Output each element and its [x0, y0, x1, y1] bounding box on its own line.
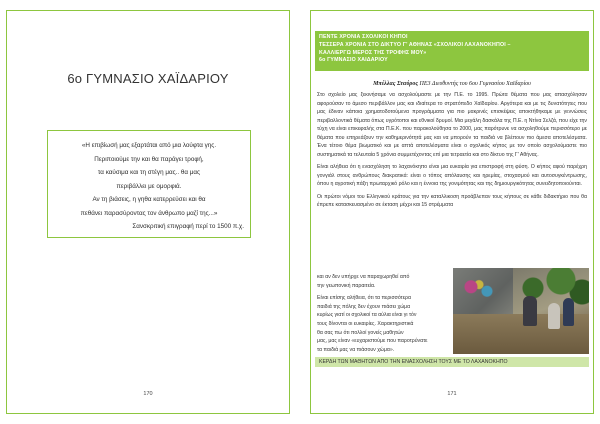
- section-header: [315, 31, 589, 71]
- page-number: 171: [447, 391, 457, 397]
- narrow-line: τους δίνονται οι ευκαιρίες. Χαρακτηριστικά: [317, 320, 414, 327]
- photo-student: [523, 296, 537, 326]
- narrow-line: Είναι επίσης αλήθεια, ότι τα περισσότερα: [317, 295, 411, 302]
- page-number: 170: [143, 391, 153, 397]
- paragraph: Είναι αλήθεια ότι η ενασχόληση το λαχανόκηπο είναι μια ευκαιρία για επιστροφή στη φύση. Ο κήπος αφού παρέχρη γονγιάλ στους ανθρώπους διακρατικά: είναι ο τόπος απόλαυσης και ηρεμίας, στοχασμού και αυτοσυγκέντρωσης, όπου η αγροτική πάξη πρωταρχικό ρόλο και η έννοια της γονιμότητας και της δημιουργικότητας συνειδητοποιούνται.: [317, 164, 587, 187]
- header-line: ΚΑΛΛΙΕΡΓΩ ΜΕΡΟΣ ΤΗΣ ΤΡΟΦΗΣ ΜΟΥ»: [319, 49, 427, 56]
- author-name: Μπέλλας Σταύρος: [373, 81, 419, 87]
- narrow-line: θα σας πω ότι πολλοί γονείς μαθητών: [317, 329, 404, 336]
- photo-student: [548, 303, 560, 329]
- quote-line: περιβάλλει με ομορφιά.: [116, 182, 182, 190]
- author-role: ΠΕ3 Διευθυντής του 6ου Γυμνασίου Χαϊδαρίου: [418, 81, 531, 87]
- quote-source: Σανσκριτική επιγραφή περί το 1500 π.χ.: [132, 223, 244, 230]
- narrow-line: κυρίως γιατί οι σχολικοί τα αύλια είναι γι τόν: [317, 312, 417, 319]
- header-line: 6ο ΓΥΜΝΑΣΙΟ ΧΑΪΔΑΡΙΟΥ: [319, 57, 388, 64]
- narrow-line: την γεωπονική παραιτεία.: [317, 282, 376, 289]
- photo-student: [563, 298, 574, 326]
- author-line: [311, 81, 593, 87]
- quote-line: Περιποιούμε την και θα παράγει τροφή,: [94, 155, 204, 163]
- quote-line: «Η επιβίωσή μας εξαρτάται από μια λούφτα γης.: [81, 142, 217, 149]
- header-line: ΤΕΣΣΕΡΑ ΧΡΟΝΙΑ ΣΤΟ ΔΙΚΤΥΟ Γ' ΑΘΗΝΑΣ «ΣΧΟΛΙΚΟΙ ΛΑΧΑΝΟΚΗΠΟΙ –: [319, 41, 511, 48]
- photo-graffiti: [459, 278, 499, 300]
- garden-photo: [453, 268, 589, 354]
- photo-caption: ΚΕΡΔΗ ΤΩΝ ΜΑΘΗΤΩΝ ΑΠΟ ΤΗΝ ΕΝΑΣΧΟΛΗΣΗ ΤΟΥΣ ΜΕ ΤΟ ΛΑΧΑΝΟΚΗΠΟ: [315, 357, 589, 367]
- quote-line: πεθάνει παρασύροντας τον άνθρωπο μαζί της...»: [80, 209, 218, 217]
- quote-box: [47, 130, 251, 238]
- paragraph: Στο σχολείο μας ξεκινήσαμε να ασχολούμαστε με την Π.Ε. το 1995. Πρώτα θέματα που μας απασχόλησαν αφορούσαν το άμεσο περιβάλλον μας και ιδιαίτερα το στρατόπεδο Χαϊδαρίου. Αργότερα και με τις δυνατότητες που μας έδιναν κάποια χρηματοδοτούμενα προγράμματα για πιο μακρινές επισκέψεις αποκτήθηκαμε με γεννώσεις περιβαλλοντικά θέματα όπως υγρότοποι και εθνικοί δρυμοί. Μια μεγάλη δασκάλα της Π.Ε. η Ντίνα Σελζά, που είχε την τύχη να είναι επικεφαλής στα Π.Ε.Κ. που παρακολούθησα το 2000, μας παρότρυνε να ασχοληθούμε περισσότερο με θέματα που επηρεάζουν την καθημερινότητά μας και να μπορούν τα παιδιά να βλέπουν πιο άμεσα αποτελέσματα. Ένα τέτοιο θέμα βιωματικό και με απτά αποτελέσματα είναι ο σχολικός κήπος με τον οποίο ασχολούμαστε πιο συστηματικά τα τελευταία 5 χρόνια συμμετέχοντας επί μια τετραετία και στο δίκτυο της Γ' Αθήνας.: [317, 92, 587, 158]
- narrow-text-column: [317, 273, 449, 354]
- right-page: [310, 10, 594, 414]
- narrow-line: παιδιά της πόλης δεν έχουν πιάσει χώμα: [317, 303, 411, 310]
- narrow-line: μας, μας είναν «ευχαριστούμε που παροτρύνατε: [317, 338, 428, 345]
- quote-line: Αν τη βιάσεις, η γηθα κατερρεύσει και θα: [92, 196, 206, 203]
- paragraph: Οι πρώτοι νόμοι του Ελληνικού κράτους για την καταλλικοση προάβλεπαν τους κήπους σε κάθε διδακτήριο που θα έπρεπε κατασκευασμένο σε έκταση μέχρι και 15 στρέμματα: [317, 193, 587, 208]
- article-body: [317, 91, 587, 214]
- left-page: [6, 10, 290, 414]
- quote-line: τα καύσιμα και τη στέγη μας.. θα μας: [97, 169, 201, 176]
- page-title: 6ο ΓΥΜΝΑΣΙΟ ΧΑΪΔΑΡΙΟΥ: [67, 71, 229, 86]
- header-line: ΠΕΝΤΕ ΧΡΟΝΙΑ ΣΧΟΛΙΚΟΙ ΚΗΠΟΙ: [319, 34, 408, 40]
- narrow-line: τα παιδιά μας να πιάσουν χώμα».: [317, 346, 395, 353]
- narrow-line: και αν δεν υπήρχε να παραχωρηθεί από: [317, 274, 410, 280]
